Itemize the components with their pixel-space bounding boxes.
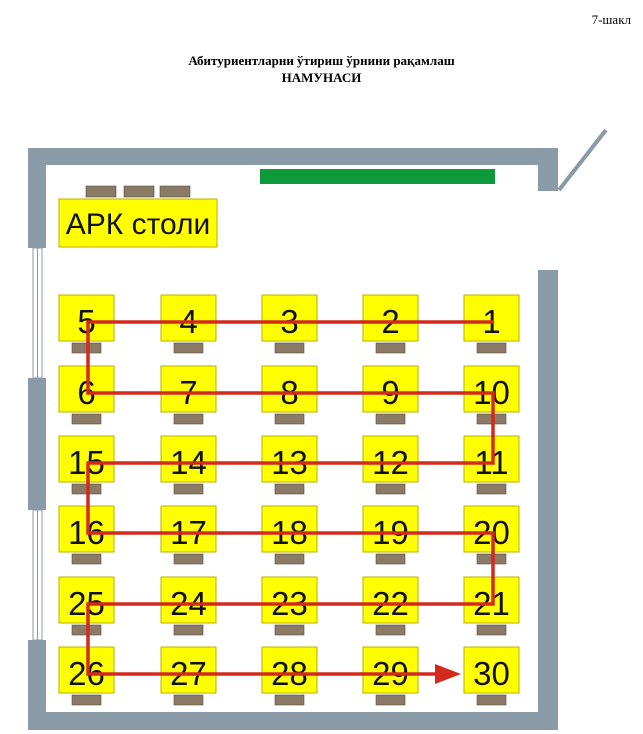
figure-label: 7-шакл — [591, 12, 631, 27]
chair — [72, 554, 101, 564]
chair — [477, 343, 506, 353]
seat-number: 8 — [280, 374, 299, 411]
blackboard — [260, 169, 495, 184]
chair — [275, 484, 304, 494]
seat-number: 2 — [381, 303, 400, 340]
admin-chair — [124, 186, 154, 197]
chair — [174, 695, 203, 705]
seat-number: 18 — [271, 514, 308, 551]
seat-number: 14 — [170, 444, 207, 481]
seat-number: 16 — [68, 514, 105, 551]
seat-number: 20 — [473, 514, 510, 551]
seat-number: 7 — [179, 374, 198, 411]
seat-number: 10 — [473, 374, 510, 411]
door-leaf — [559, 130, 606, 190]
wall-left-top — [28, 148, 46, 248]
seat-number: 22 — [372, 585, 409, 622]
admin-chair — [86, 186, 116, 197]
chair — [275, 554, 304, 564]
wall-door-post — [538, 148, 558, 191]
page-title: Абитуриентларни ўтириш ўрнини рақамлаш — [188, 53, 455, 68]
page-subtitle: НАМУНАСИ — [281, 70, 362, 85]
admin-chair — [160, 186, 190, 197]
chair — [174, 625, 203, 635]
seats-group — [59, 295, 519, 705]
chair — [174, 554, 203, 564]
seat-number: 19 — [372, 514, 409, 551]
wall-bottom — [28, 712, 558, 730]
seat-number: 30 — [473, 655, 510, 692]
chair — [376, 554, 405, 564]
seat-number: 23 — [271, 585, 308, 622]
seat-number: 11 — [474, 444, 509, 481]
chair — [72, 695, 101, 705]
seat-number: 15 — [68, 444, 105, 481]
seat-number: 25 — [68, 585, 105, 622]
chair — [477, 695, 506, 705]
seat-number: 9 — [381, 374, 400, 411]
chair — [72, 414, 101, 424]
seat-number: 29 — [372, 655, 409, 692]
chair — [376, 414, 405, 424]
chair — [477, 625, 506, 635]
chair — [275, 625, 304, 635]
seat-number: 21 — [473, 585, 510, 622]
wall-left-bottom — [28, 640, 46, 730]
seat-number: 6 — [77, 374, 96, 411]
chair — [275, 414, 304, 424]
chair — [376, 343, 405, 353]
chair — [376, 484, 405, 494]
path-arrowhead — [435, 664, 461, 684]
chair — [376, 695, 405, 705]
seat-number: 24 — [170, 585, 207, 622]
seat-number: 1 — [482, 303, 501, 340]
seat-number: 5 — [77, 303, 96, 340]
chair — [275, 343, 304, 353]
seat-number: 4 — [179, 303, 198, 340]
wall-top — [28, 148, 558, 165]
chair — [174, 484, 203, 494]
admin-table-label: АРК столи — [65, 208, 211, 241]
seat-number: 13 — [271, 444, 308, 481]
chair — [477, 484, 506, 494]
seat-number: 27 — [170, 655, 207, 692]
chair — [275, 695, 304, 705]
seat-number: 26 — [68, 655, 105, 692]
seat-number: 3 — [280, 303, 299, 340]
wall-right — [538, 270, 558, 730]
chair — [174, 343, 203, 353]
seat-number: 28 — [271, 655, 308, 692]
chair — [376, 625, 405, 635]
wall-left-mid — [28, 378, 46, 510]
seat-number: 17 — [170, 514, 207, 551]
seat-number: 12 — [372, 444, 409, 481]
chair — [174, 414, 203, 424]
